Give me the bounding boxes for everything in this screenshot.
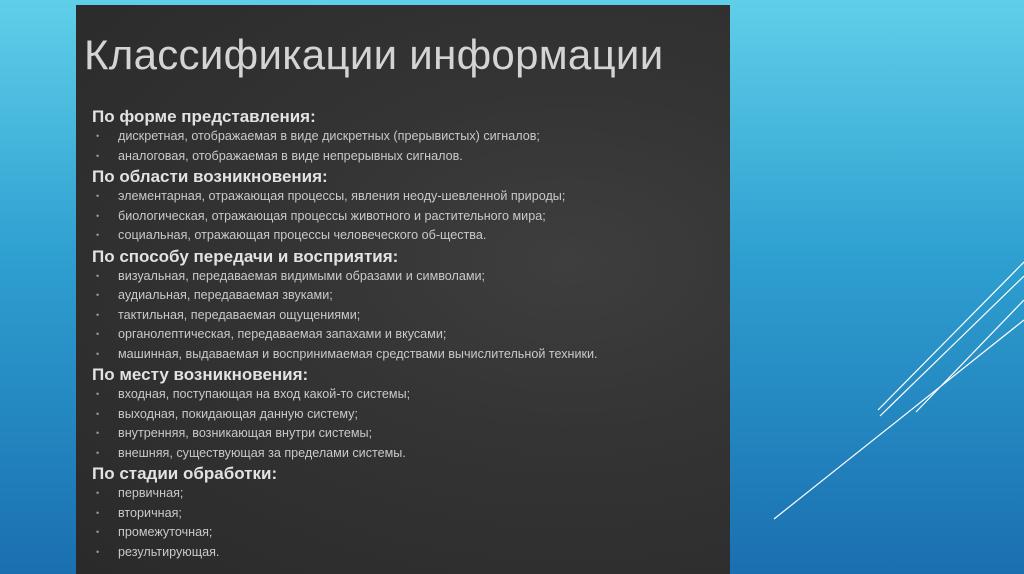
list-item-text: социальная, отражающая процессы человеческого об-щества.: [118, 228, 487, 242]
section: [92, 166, 722, 246]
bullet-icon: •: [96, 546, 100, 557]
list-item: [92, 147, 722, 167]
section-item-list: [92, 127, 722, 166]
bullet-icon: •: [96, 150, 100, 161]
bullet-icon: •: [96, 290, 100, 300]
classification-list: [92, 106, 722, 562]
section-item-list: [92, 267, 722, 365]
list-item: [92, 523, 722, 543]
bullet-icon: •: [96, 230, 100, 240]
list-item: [92, 306, 722, 326]
slide-title: Классификации информации: [84, 31, 664, 78]
bullet-icon: •: [96, 210, 100, 221]
section: [92, 463, 722, 562]
deco-line: [880, 276, 1024, 416]
list-item: [92, 484, 722, 504]
section-item-list: [92, 187, 722, 246]
list-item: [92, 444, 722, 464]
bullet-icon: •: [96, 389, 100, 399]
list-item-text: промежуточная;: [118, 525, 213, 539]
list-item-text: внешняя, существующая за пределами системы.: [118, 445, 406, 460]
list-item: [92, 504, 722, 524]
list-item: [92, 127, 722, 147]
list-item-text: результирующая.: [118, 544, 220, 559]
deco-line: [916, 300, 1024, 412]
deco-line: [878, 262, 1024, 410]
list-item: [92, 226, 722, 246]
bullet-icon: •: [96, 447, 100, 458]
list-item-text: элементарная, отражающая процессы, явления неоду-шевленной природы;: [118, 189, 566, 203]
list-item-text: вторичная;: [118, 505, 182, 520]
bullet-icon: •: [96, 329, 100, 339]
list-item: [92, 187, 722, 207]
list-item: [92, 543, 722, 563]
section: [92, 106, 722, 166]
bullet-icon: •: [96, 348, 100, 359]
bullet-icon: •: [96, 428, 100, 438]
list-item: [92, 207, 722, 227]
list-item-text: органолептическая, передаваемая запахами и вкусами;: [118, 327, 447, 341]
bullet-icon: •: [96, 408, 100, 419]
list-item: [92, 424, 722, 444]
section-heading: По способу передачи и восприятия:: [92, 246, 399, 266]
list-item: [92, 286, 722, 306]
slide-content-panel: [76, 5, 730, 574]
bullet-icon: •: [96, 131, 100, 141]
list-item-text: тактильная, передаваемая ощущениями;: [118, 307, 361, 322]
deco-line: [774, 320, 1024, 519]
bullet-icon: •: [96, 270, 100, 281]
list-item-text: входная, поступающая на вход какой-то системы;: [118, 387, 411, 401]
list-item: [92, 325, 722, 345]
bullet-icon: •: [96, 191, 100, 201]
list-item: [92, 405, 722, 425]
list-item: [92, 345, 722, 365]
list-item: [92, 385, 722, 405]
section-heading: По стадии обработки:: [92, 464, 278, 483]
section-item-list: [92, 385, 722, 463]
list-item-text: выходная, покидающая данную систему;: [118, 406, 358, 421]
list-item: [92, 267, 722, 287]
section: [92, 364, 722, 463]
list-item-text: машинная, выдаваемая и воспринимаемая средствами вычислительной техники.: [118, 346, 598, 361]
bullet-icon: •: [96, 527, 100, 537]
list-item-text: первичная;: [118, 486, 184, 500]
list-item-text: внутренняя, возникающая внутри системы;: [118, 426, 373, 440]
list-item-text: визуальная, передаваемая видимыми образами и символами;: [118, 268, 486, 283]
section-heading: По форме представления:: [92, 107, 316, 126]
bullet-icon: •: [96, 309, 100, 320]
section: [92, 246, 722, 365]
section-item-list: [92, 484, 722, 562]
section-heading: По месту возникновения:: [92, 365, 309, 384]
bullet-icon: •: [96, 488, 100, 498]
section-heading: По области возникновения:: [92, 167, 328, 186]
list-item-text: дискретная, отображаемая в виде дискретных (прерывистых) сигналов;: [118, 129, 540, 143]
list-item-text: биологическая, отражающая процессы животного и растительного мира;: [118, 208, 546, 223]
list-item-text: аудиальная, передаваемая звуками;: [118, 288, 333, 302]
list-item-text: аналоговая, отображаемая в виде непрерывных сигналов.: [118, 148, 463, 163]
bullet-icon: •: [96, 507, 100, 518]
